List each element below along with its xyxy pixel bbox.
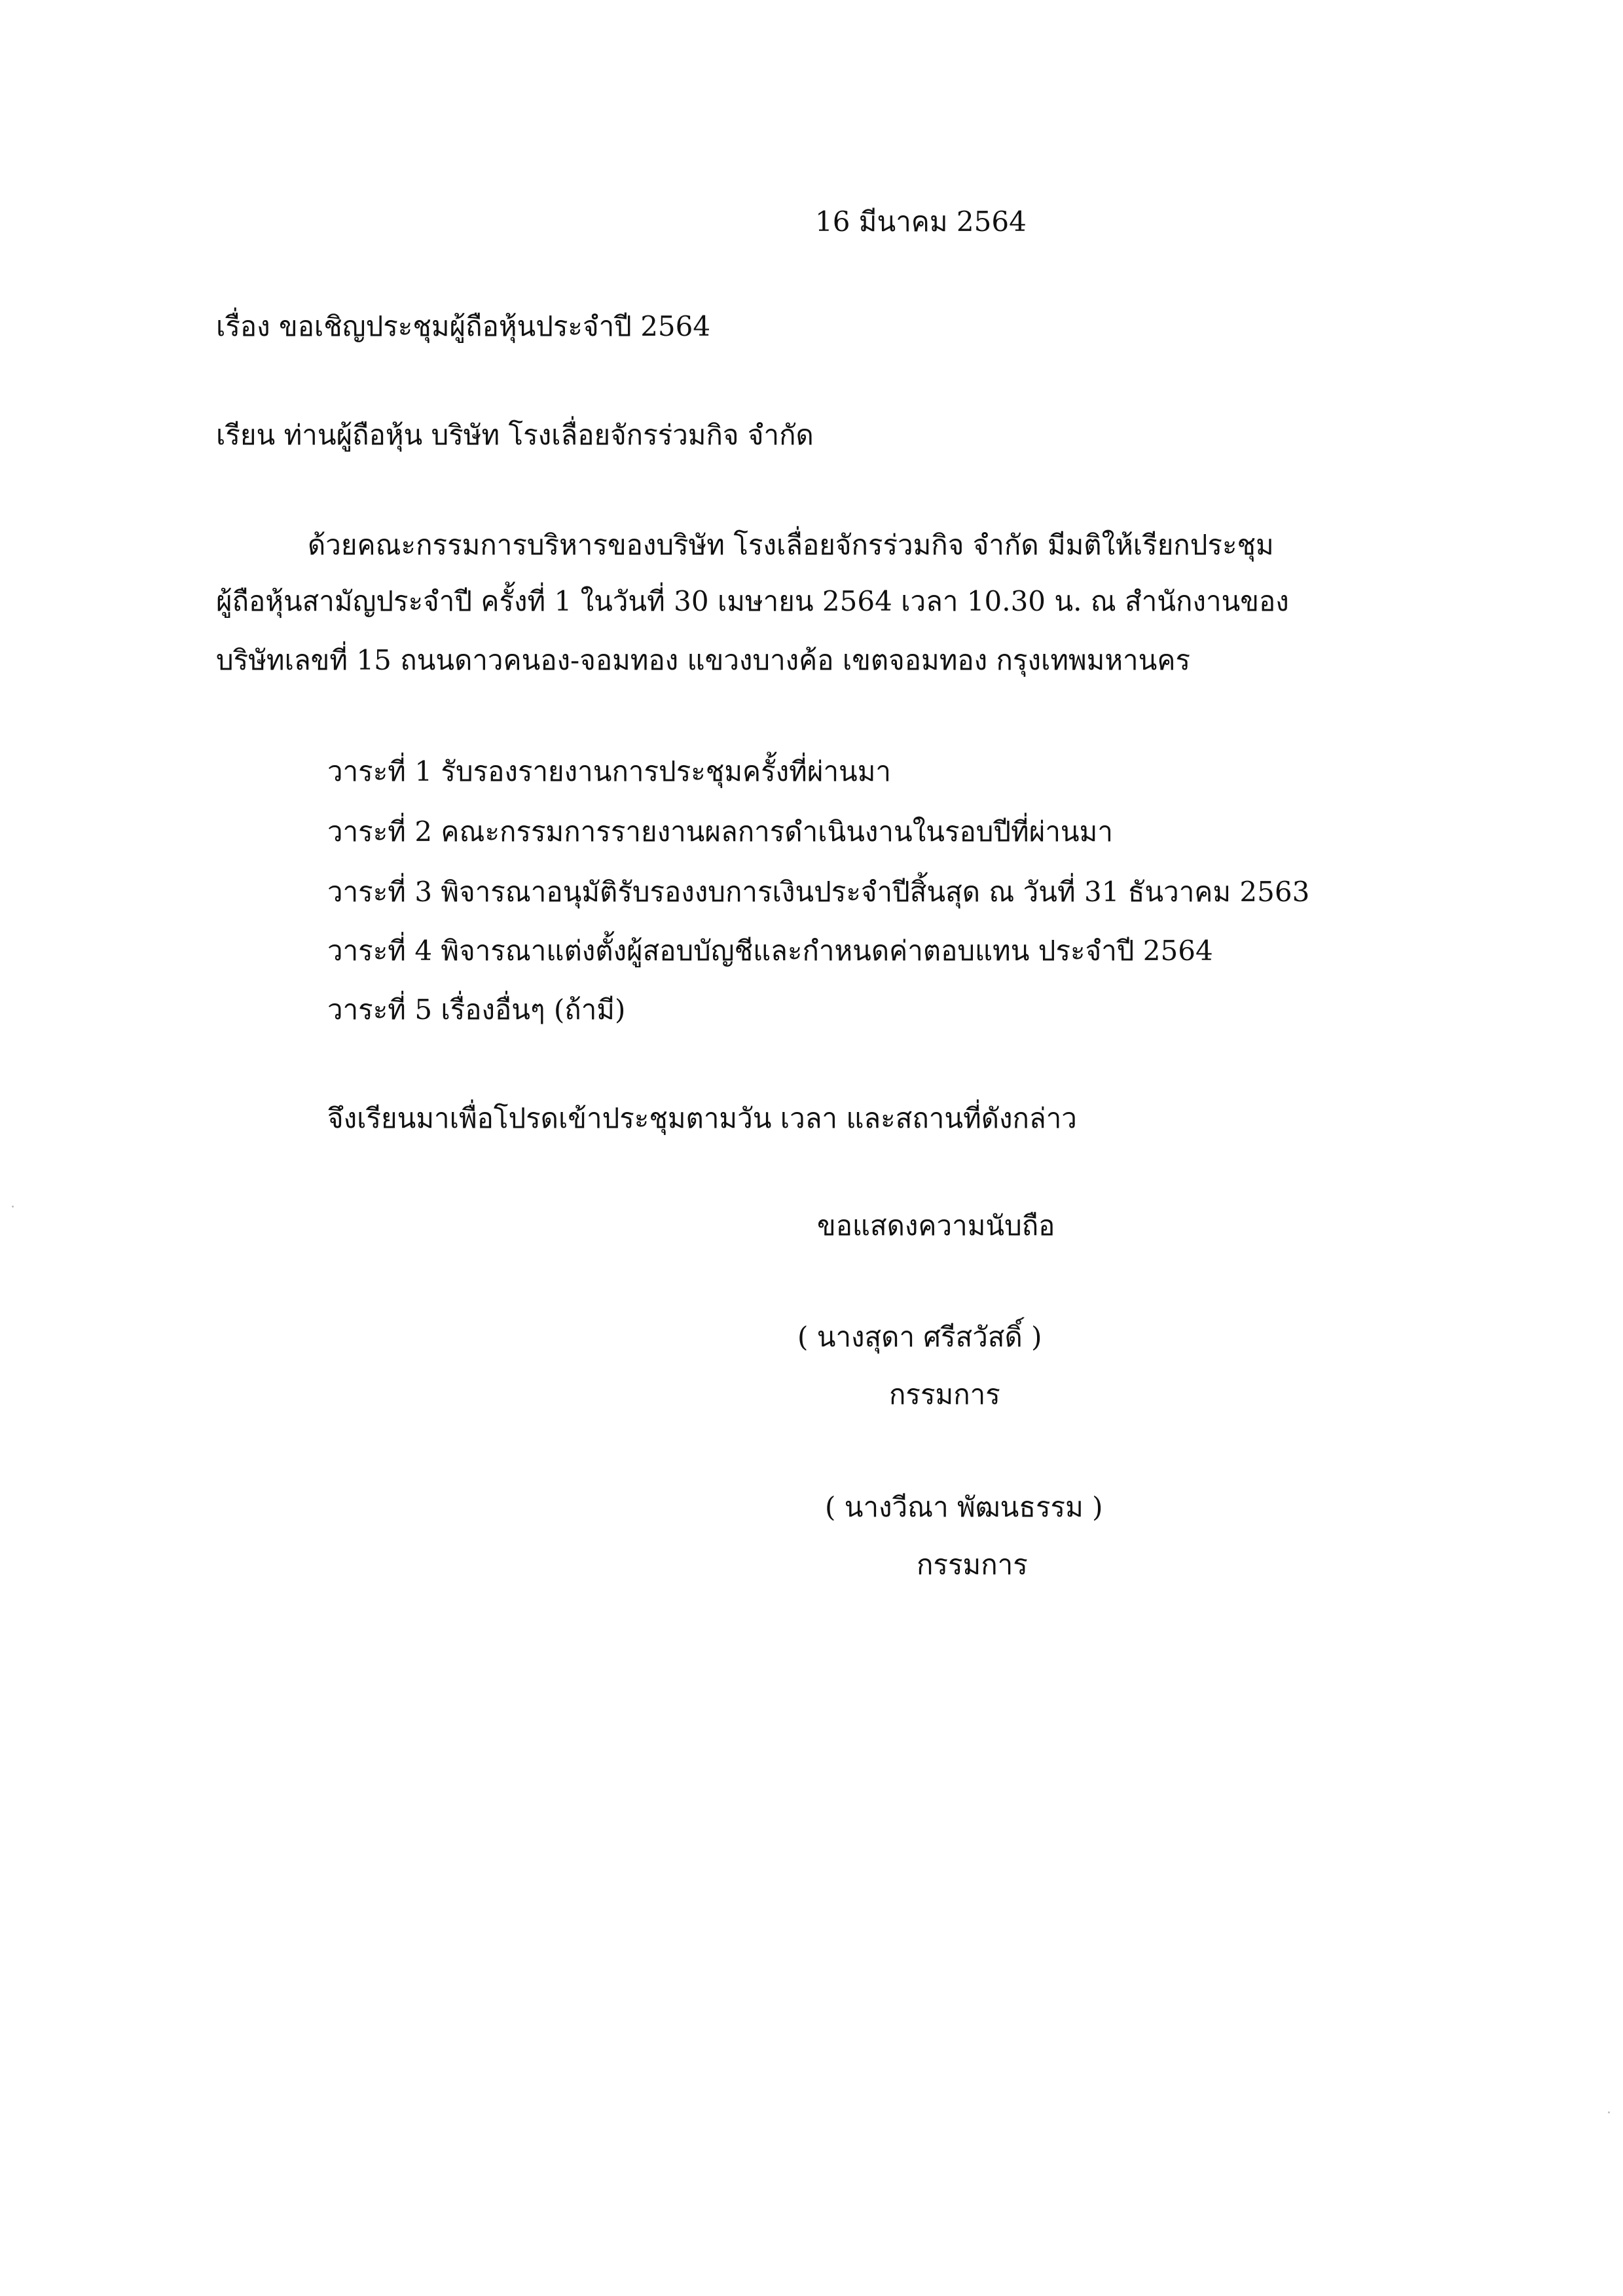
body-line: ผู้ถือหุ้นสามัญประจำปี ครั้งที่ 1 ในวันที่ 30 เมษายน 2564 เวลา 10.30 น. ณ สำนักงานของ [216,585,1289,617]
closing-sentence: จึงเรียนมาเพื่อโปรดเข้าประชุมตามวัน เวลา และสถานที่ดังกล่าว [327,1102,1077,1134]
letter-recipient: เรียน ท่านผู้ถือหุ้น บริษัท โรงเลื่อยจักรร่วมกิจ จำกัด [216,419,814,451]
complimentary-close: ขอแสดงความนับถือ [817,1210,1055,1242]
agenda-item: วาระที่ 5 เรื่องอื่นๆ (ถ้ามี) [327,994,626,1026]
signatory-name: ( นางวีณา พัฒนธรรม ) [825,1491,1103,1523]
signatory-title: กรรมการ [917,1549,1028,1581]
scan-speck [1608,2111,1610,2113]
scan-speck [12,1206,14,1208]
agenda-item: วาระที่ 1 รับรองรายงานการประชุมครั้งที่ผ่านมา [327,755,892,787]
letter-subject: เรื่อง ขอเชิญประชุมผู้ถือหุ้นประจำปี 2564 [216,310,711,342]
agenda-item: วาระที่ 2 คณะกรรมการรายงานผลการดำเนินงานในรอบปีที่ผ่านมา [327,816,1113,848]
body-line: ด้วยคณะกรรมการบริหารของบริษัท โรงเลื่อยจักรร่วมกิจ จำกัด มีมติให้เรียกประชุม [308,529,1274,561]
letter-date: 16 มีนาคม 2564 [815,206,1027,238]
agenda-item: วาระที่ 3 พิจารณาอนุมัติรับรองงบการเงินประจำปีสิ้นสุด ณ วันที่ 31 ธันวาคม 2563 [327,876,1310,908]
signatory-title: กรรมการ [889,1378,1000,1410]
body-line: บริษัทเลขที่ 15 ถนนดาวคนอง-จอมทอง แขวงบางค้อ เขตจอมทอง กรุงเทพมหานคร [216,644,1191,676]
agenda-item: วาระที่ 4 พิจารณาแต่งตั้งผู้สอบบัญชีและกำหนดค่าตอบแทน ประจำปี 2564 [327,935,1213,967]
signatory-name: ( นางสุดา ศรีสวัสดิ์ ) [797,1321,1042,1353]
